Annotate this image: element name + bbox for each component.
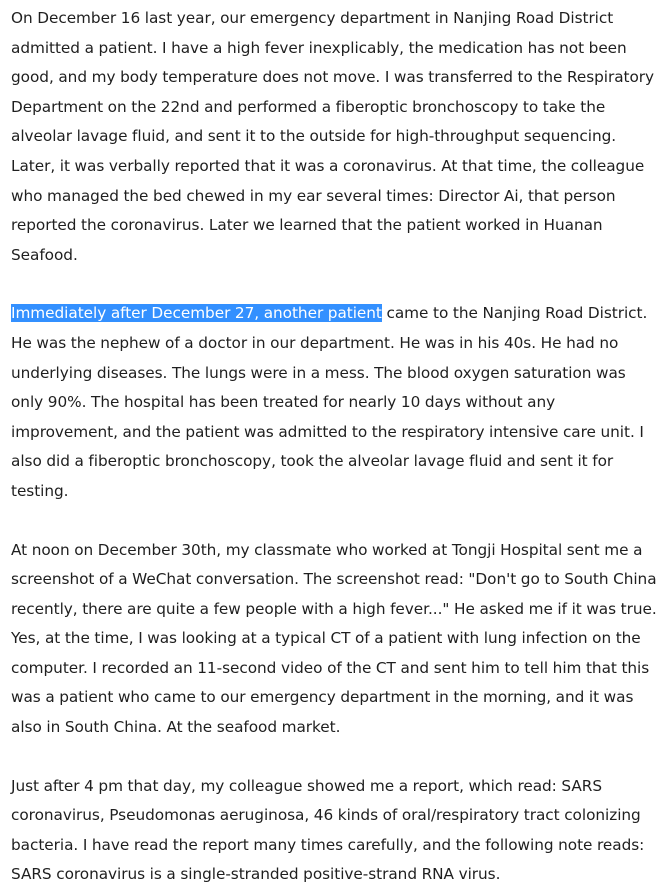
paragraph-1 (11, 4, 662, 270)
paragraph-3-text: At noon on December 30th, my classmate who worked at Tongji Hospital sent me a screenshot of a WeChat conversation. The screenshot read: "Don't go to South China recently, there are quite a few people with a high fever..." He asked me if it was true. Yes, at the time, I was looking at a typical CT of a patient with lung infection on the computer. I recorded an 11-second video of the CT and sent him to tell him that this was a patient who came to our emergency department in the morning, and it was also in South China. At the seafood market. (11, 540, 657, 737)
paragraph-4 (11, 772, 662, 890)
paragraph-2 (11, 299, 662, 506)
paragraph-2-text: came to the Nanjing Road District. He was the nephew of a doctor in our department. He was in his 40s. He had no underlying diseases. The lungs were in a mess. The blood oxygen saturation was only 90%. The hospital has been treated for nearly 10 days without any improvement, and the patient was admitted to the respiratory intensive care unit. I also did a fiberoptic bronchoscopy, took the alveolar lavage fluid and sent it for testing. (11, 304, 648, 500)
paragraph-4-text: Just after 4 pm that day, my colleague showed me a report, which read: SARS coronavirus, Pseudomonas aeruginosa, 46 kinds of oral/respiratory tract colonizing bacteria. I have read the report many times carefully, and the following note reads: SARS coronavirus is a single-stranded positive-strand RNA virus. (11, 776, 645, 884)
paragraph-1-text: On December 16 last year, our emergency department in Nanjing Road District admitted a patient. I have a high fever inexplicably, the medication has not been good, and my body temperature does not move. I was transferred to the Respiratory Department on the 22nd and performed a fiberoptic bronchoscopy to take the alveolar lavage fluid, and sent it to the outside for high-throughput sequencing. Later, it was verbally reported that it was a coronavirus. At that time, the colleague who managed the bed chewed in my ear several times: Director Ai, that person reported the coronavirus. Later we learned that the patient worked in Huanan Seafood. (11, 9, 655, 264)
selected-text[interactable]: Immediately after December 27, another patient (11, 304, 382, 323)
document-body (0, 4, 666, 884)
paragraph-3 (11, 536, 662, 743)
